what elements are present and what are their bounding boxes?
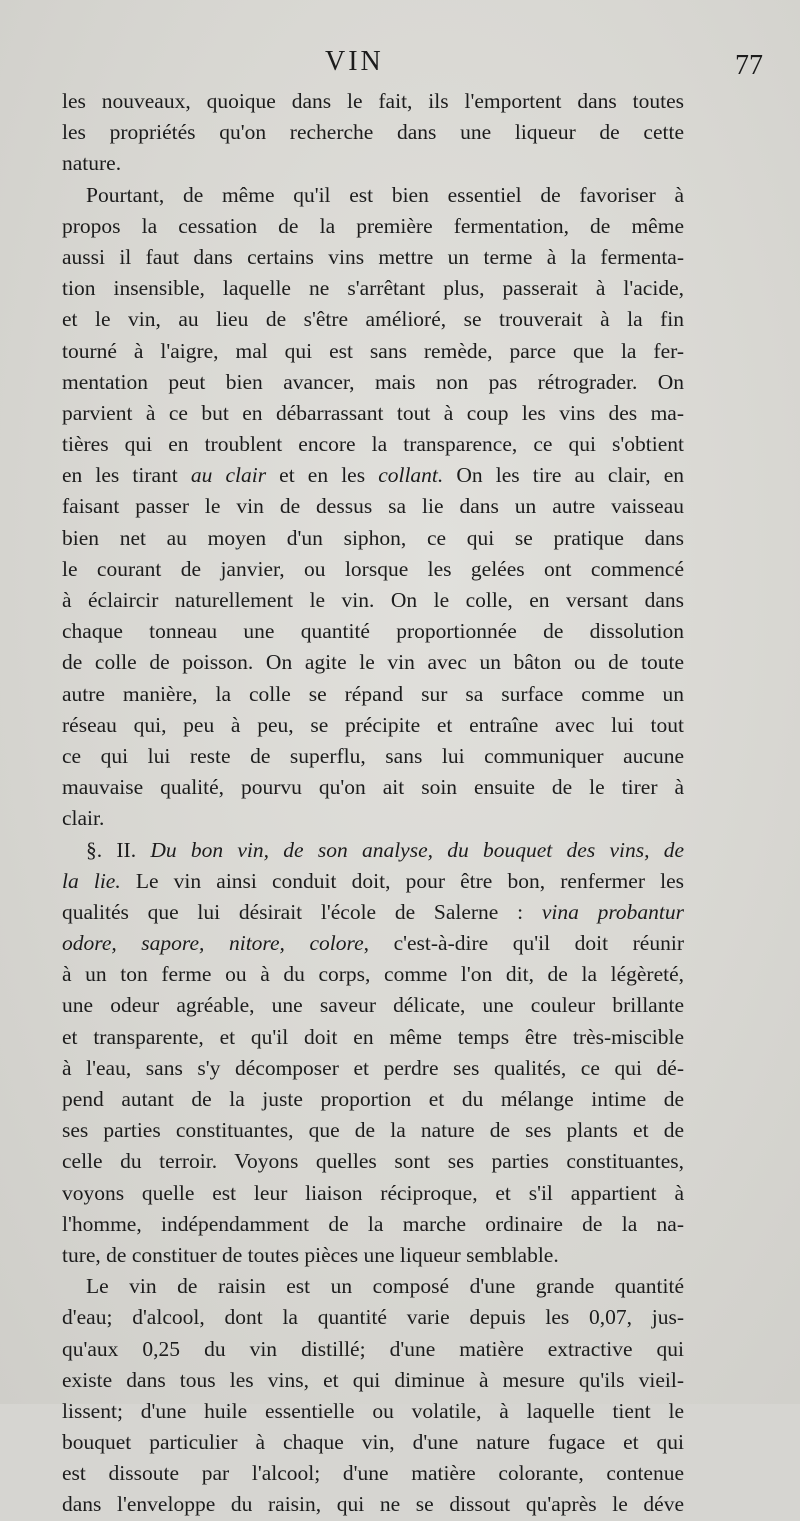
text-line [62,491,684,522]
text-segment: mentation peut bien avancer, mais non pas rétrograder. On [62,369,684,394]
text-line [62,866,684,897]
text-segment: qualités que lui désirait l'école de Salerne : [62,899,542,924]
text-segment: et le vin, au lieu de s'être amélioré, se trouverait à la fin [62,307,684,332]
text-segment: chaque tonneau une quantité proportionnée de dissolution [62,619,684,644]
text-line [62,772,684,803]
text-line [62,1365,684,1396]
text-segment: qu'aux 0,25 du vin distillé; d'une matière extractive qui [62,1336,684,1361]
text-segment: nature. [62,151,122,176]
text-line [62,1334,684,1365]
text-line [62,398,684,429]
italic-text: au clair [190,463,267,488]
text-segment: dans l'enveloppe du raisin, qui ne se dissout qu'après le déve [62,1492,684,1517]
text-line [62,647,684,678]
text-segment: faisant passer le vin de dessus sa lie dans un autre vaisseau [62,494,684,519]
text-segment: et en les [266,463,379,488]
text-line [62,585,684,616]
text-line [62,336,684,367]
text-segment: l'homme, indépendamment de la marche ordinaire de la na- [62,1211,684,1236]
text-line [62,554,684,585]
text-segment: autre manière, la colle se répand sur sa surface comme un [62,681,684,706]
text-line [62,1209,684,1240]
text-line [62,180,684,211]
text-line [62,679,684,710]
text-segment: pend autant de la juste proportion et du mélange intime de [62,1087,684,1111]
text-segment: à l'eau, sans s'y décomposer et perdre ses qualités, ce qui dé- [62,1055,684,1080]
text-line [62,1146,684,1177]
text-segment: tion insensible, laquelle ne s'arrêtant plus, passerait à l'acide, [62,276,684,301]
text-segment: à un ton ferme ou à du corps, comme l'on dit, de la légèreté, [62,962,684,987]
text-line [62,803,684,834]
text-line [62,710,684,741]
text-line [62,1115,684,1146]
text-line [62,242,684,273]
text-line [62,1178,684,1209]
text-segment: Le vin ainsi conduit doit, pour être bon, renfermer les [120,868,684,893]
text-segment: voyons quelle est leur liaison réciproque, et s'il appartient à [62,1180,684,1205]
text-segment: ses parties constituantes, que de la nature de ses plants et de [62,1118,684,1143]
text-line [62,1271,684,1302]
text-segment: clair. [62,806,105,831]
paragraph [62,86,684,180]
text-segment: et transparente, et qu'il doit en même temps être très-miscible [62,1024,684,1049]
text-line [62,523,684,554]
text-line [62,86,684,117]
text-line [62,460,684,491]
text-segment: les nouveaux, quoique dans le fait, ils l'emportent dans toutes [62,89,684,113]
text-segment: une odeur agréable, une saveur délicate, une couleur brillante [62,993,684,1018]
italic-text: odore, sapore, nitore, colore [62,931,364,956]
italic-text: la lie. [62,868,121,893]
text-segment: aussi il faut dans certains vins mettre un terme à la fermenta- [62,244,684,269]
text-segment: lissent; d'une huile essentielle ou volatile, à laquelle tient le [62,1398,684,1423]
italic-text: collant. [378,463,444,488]
paragraph [62,835,684,1272]
text-segment: bouquet particulier à chaque vin, d'une nature fugace et qui [62,1430,684,1455]
text-segment: tières qui en troublent encore la transparence, ce qui s'obtient [62,432,684,457]
text-segment: parvient à ce but en débarrassant tout à coup les vins des ma- [62,400,684,425]
text-line [62,616,684,647]
text-line [62,367,684,398]
text-segment: existe dans tous les vins, et qui diminue à mesure qu'ils vieil- [62,1367,684,1392]
text-line [62,959,684,990]
text-segment: le courant de janvier, ou lorsque les gelées ont commencé [62,556,684,581]
text-segment: d'eau; d'alcool, dont la quantité varie depuis les 0,07, jus- [62,1305,684,1330]
text-segment: à éclaircir naturellement le vin. On le colle, en versant dans [62,588,684,612]
text-line [62,835,684,866]
text-line [62,1053,684,1084]
text-line [62,1022,684,1053]
text-line [62,1396,684,1427]
italic-text: Du bon vin, de son analyse, du bouquet des vins, de [150,837,685,862]
text-segment: bien net au moyen d'un siphon, ce qui se pratique dans [62,525,684,550]
running-head [0,46,800,86]
text-line [62,429,684,460]
text-segment: en les tirant [62,463,191,488]
text-line [62,1458,684,1489]
text-line [62,117,684,148]
text-segment: ce qui lui reste de superflu, sans lui communiquer aucune [62,743,684,768]
text-segment: de colle de poisson. On agite le vin avec un bâton ou de toute [62,650,684,675]
text-line [62,897,684,928]
text-segment: tourné à l'aigre, mal qui est sans remède, parce que la fer- [62,338,684,363]
text-segment: Pourtant, de même qu'il est bien essentiel de favoriser à [86,182,684,207]
text-line [62,928,684,959]
text-segment: §. II. [86,837,151,862]
text-line [62,304,684,335]
text-segment: celle du terroir. Voyons quelles sont ses parties constituantes, [62,1149,684,1174]
text-line [62,1489,684,1520]
text-line [62,273,684,304]
text-line [62,1240,684,1271]
text-line [62,211,684,242]
page-number: 77 [735,50,763,81]
text-segment: les propriétés qu'on recherche dans une liqueur de cette [62,120,684,145]
text-segment: ture, de constituer de toutes pièces une liqueur semblable. [62,1242,559,1267]
text-line [62,1427,684,1458]
text-line [62,1084,684,1115]
paragraph [62,180,684,835]
text-segment: Le vin de raisin est un composé d'une grande quantité [86,1274,684,1299]
text-line [62,1302,684,1333]
text-segment: , c'est-à-dire qu'il doit réunir [363,931,684,956]
text-line [62,990,684,1021]
text-segment: réseau qui, peu à peu, se précipite et entraîne avec lui tout [62,712,684,737]
body-text [62,86,684,1521]
paragraph [62,1271,684,1521]
text-segment: est dissoute par l'alcool; d'une matière colorante, contenue [62,1461,684,1486]
text-line [62,148,684,179]
text-segment: mauvaise qualité, pourvu qu'on ait soin ensuite de le tirer à [62,775,684,800]
text-segment: propos la cessation de la première fermentation, de même [62,213,684,238]
text-segment: On les tire au clair, en [443,463,684,488]
running-title: VIN [325,46,384,77]
text-line [62,741,684,772]
italic-text: vina probantur [541,899,685,924]
